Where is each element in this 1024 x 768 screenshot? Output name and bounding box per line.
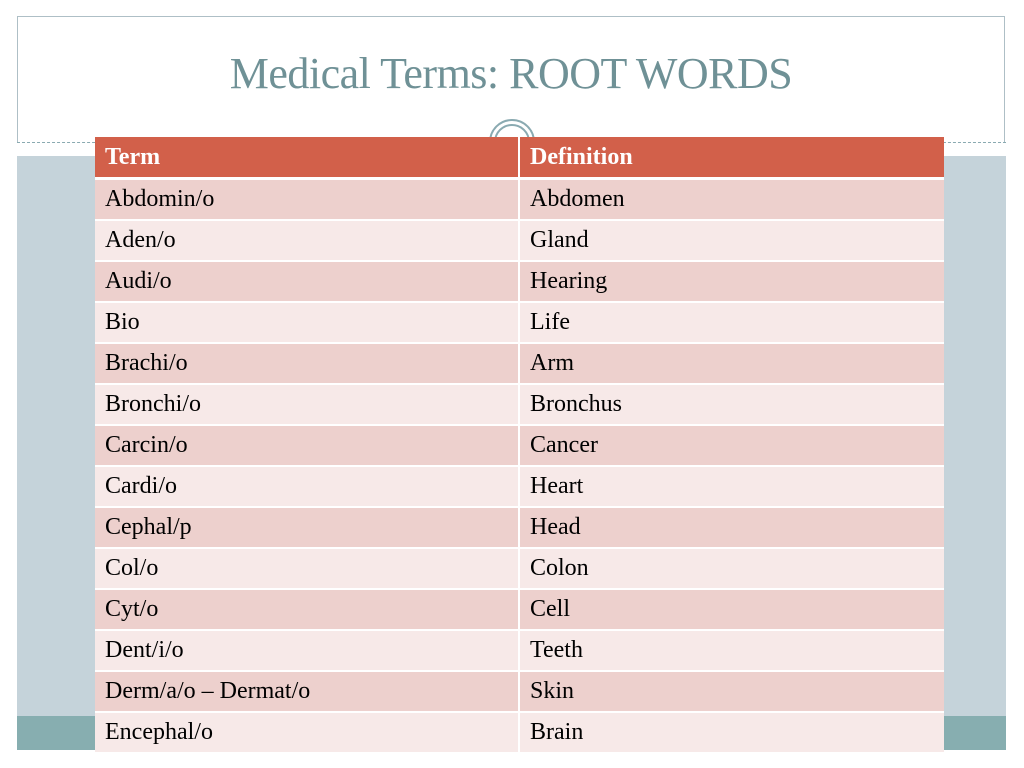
cell-term: Cephal/p	[95, 507, 519, 548]
cell-term: Encephal/o	[95, 712, 519, 753]
cell-definition: Colon	[519, 548, 944, 589]
cell-term: Aden/o	[95, 220, 519, 261]
table-row	[95, 384, 944, 425]
cell-definition: Hearing	[519, 261, 944, 302]
cell-definition: Arm	[519, 343, 944, 384]
table-row	[95, 589, 944, 630]
cell-definition: Teeth	[519, 630, 944, 671]
table-row	[95, 507, 944, 548]
cell-definition: Heart	[519, 466, 944, 507]
cell-definition: Brain	[519, 712, 944, 753]
table-row	[95, 179, 944, 221]
cell-definition: Gland	[519, 220, 944, 261]
table-row	[95, 630, 944, 671]
cell-term: Col/o	[95, 548, 519, 589]
table-row	[95, 261, 944, 302]
column-header-term: Term	[95, 137, 519, 179]
table-row	[95, 343, 944, 384]
root-words-table-container	[95, 137, 944, 754]
cell-definition: Life	[519, 302, 944, 343]
cell-term: Cardi/o	[95, 466, 519, 507]
cell-term: Audi/o	[95, 261, 519, 302]
cell-term: Abdomin/o	[95, 179, 519, 221]
cell-term: Bronchi/o	[95, 384, 519, 425]
column-header-definition: Definition	[519, 137, 944, 179]
cell-term: Dent/i/o	[95, 630, 519, 671]
slide-title: Medical Terms: ROOT WORDS	[229, 49, 793, 98]
cell-definition: Abdomen	[519, 179, 944, 221]
table-row	[95, 548, 944, 589]
cell-term: Bio	[95, 302, 519, 343]
cell-term: Derm/a/o – Dermat/o	[95, 671, 519, 712]
cell-definition: Bronchus	[519, 384, 944, 425]
table-row	[95, 712, 944, 753]
cell-term: Carcin/o	[95, 425, 519, 466]
cell-term: Cyt/o	[95, 589, 519, 630]
table-row	[95, 466, 944, 507]
table-body	[95, 179, 944, 754]
cell-definition: Cancer	[519, 425, 944, 466]
table-row	[95, 302, 944, 343]
cell-definition: Head	[519, 507, 944, 548]
table-header-row	[95, 137, 944, 179]
root-words-table	[95, 137, 944, 754]
table-row	[95, 671, 944, 712]
cell-definition: Skin	[519, 671, 944, 712]
cell-term: Brachi/o	[95, 343, 519, 384]
cell-definition: Cell	[519, 589, 944, 630]
table-row	[95, 425, 944, 466]
table-row	[95, 220, 944, 261]
